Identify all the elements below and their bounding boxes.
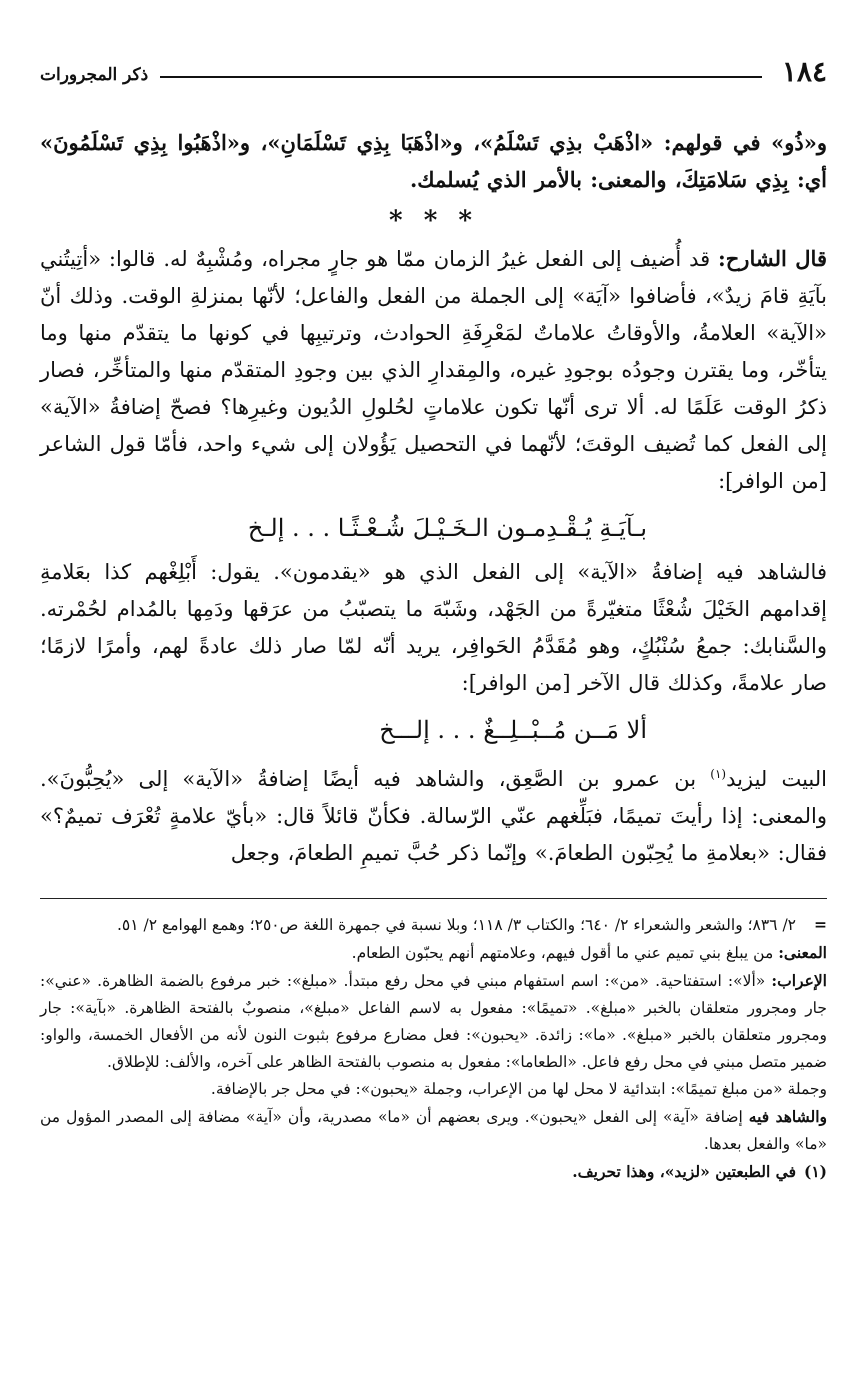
commentary-text: قد أُضيف إلى الفعل غيرُ الزمان ممّا هو جارٍ مجراه، ومُشْبِهٌ له. قالوا: «أتِيتُني بآيَةِ قامَ زيدٌ»، فأضافوا «آيَة» إلى الجملة من الفعل والفاعل؛ لأنّها بمنزلةِ الوقت. وذلك أنّ «الآية» العلامةُ، والأوقاتُ علاماتٌ لمَعْرِفَةِ الحوادث، وترتيبِها في كونها ما يتقدّم منها وما يتأخّر، وما يقترن وجودُه بوجودِ غيره، والمِقدارِ الذي بين وجودِ المتقدّم منها والمتأخِّر، فصار ذكرُ الوقت عَلَمًا له. ألا ترى أنّها تكون علاماتٍ لحُلولِ الدُيون وغيرِها؟ فصحّ إضافةُ «الآية» إلى الفعل كما تُضيف الوقتَ؛ لأنّهما في التحصيل يَؤُولان إلى شيء واحد، فأمّا قول الشاعر [من الوافر]: xyxy=(40,247,827,493)
irab-label: الإعراب: xyxy=(771,971,827,990)
footnote-irab xyxy=(40,967,827,1076)
shahid-label: والشاهد فيه xyxy=(748,1107,827,1126)
footnote-1-text: في الطبعتين «لزيد»، وهذا تحريف. xyxy=(572,1162,796,1181)
commentary-paragraph xyxy=(40,240,827,500)
attribution-paragraph xyxy=(40,756,827,872)
attribution-after: بن عمرو بن الصَّعِق، والشاهد فيه أيضًا إضافةُ «الآية» إلى «يُحِبُّونَ». والمعنى: إذا رأيتَ تميمًا، فبَلِّغهم عنّي الرّسالة. فكأنّ قائلاً قال: «بأيّ علامةٍ تُعْرَف تميمٌ؟» فقال: «بعلامةِ ما يُحِبّون الطعامَ.» وإنّما ذكر حُبَّ تميمِ الطعامَ، وجعل xyxy=(40,767,827,865)
attribution-before: البيت ليزيد xyxy=(726,767,827,791)
footnote-1-number: (١) xyxy=(803,1162,827,1181)
footnote-ref-1[interactable]: (١) xyxy=(710,767,727,781)
footnote-shahid xyxy=(40,1103,827,1158)
meaning-text: من يبلغ بني تميم عني ما أقول فيهم، وعلامتهم أنهم يحبّون الطعام. xyxy=(351,944,779,962)
footnote-jumla: وجملة «من مبلغ تميمًا»: ابتدائية لا محل لها من الإعراب، وجملة «يحبون»: في محل جر بالإضافة. xyxy=(210,1080,827,1098)
footnote-1 xyxy=(40,1158,827,1186)
verse-quote-2: ألا مَــن مُــبْــلِــغٌ . . . إلـــخ xyxy=(379,716,647,744)
footnote-continuation xyxy=(40,911,827,939)
continuation-text: ٢/ ٨٣٦؛ والشعر والشعراء ٢/ ٦٤٠؛ والكتاب ٣/ ١١٨؛ وبلا نسبة في جمهرة اللغة ص٢٥٠؛ وهمع الهوامع ٢/ ٥١. xyxy=(116,916,796,934)
page-header xyxy=(40,46,827,86)
section-separator: * * * xyxy=(389,206,478,236)
footnotes-section xyxy=(40,898,827,1186)
irab-text: «ألا»: استفتاحية. «من»: اسم استفهام مبني في محل رفع مبتدأ. «مبلغ»: خبر مرفوع بالضمة الظاهرة. «عني»: جار ومجرور متعلقان بالخبر «مبلغ». «تميمًا»: مفعول به لاسم الفاعل «مبلغ»، منصوبٌ بالفتحة الظاهرة. «بآية»: جار ومجرور متعلقان بالخبر «مبلغ». «ما»: زائدة. «يحبون»: فعل مضارع مرفوع بثبوت النون لأنه من الأفعال الخمسة، والواو: ضمير متصل مبني في محل رفع فاعل. «الطعاما»: مفعول به منصوب بالفتحة الظاهر على آخره، والألف: للإطلاق. xyxy=(40,972,827,1071)
header-rule xyxy=(160,76,762,78)
verse-quote-1: بـآيَـةِ يُـقْـدِمـون الـخَـيْـلَ شُـعْـثًـا . . . إلـخ xyxy=(247,514,647,542)
meaning-label: المعنى: xyxy=(778,943,827,962)
page-number: ١٨٤ xyxy=(781,55,827,88)
footnote-meaning xyxy=(40,939,827,967)
intro-paragraph: و«ذُو» في قولهم: «اذْهَبْ بذِي تَسْلَمُ»، و«اذْهَبَا بِذِي تَسْلَمَانِ»، و«اذْهَبُوا بِذِي تَسْلَمُونَ» أي: بِذِي سَلامَتِكَ، والمعنى: بالأمر الذي يُسلمك. xyxy=(40,130,827,192)
running-title: ذكر المجرورات xyxy=(40,65,149,85)
continuation-mark: = xyxy=(814,915,827,934)
explanation-paragraph: فالشاهد فيه إضافةُ «الآية» إلى الفعل الذي هو «يقدمون». يقول: أَبْلِغْهم كذا بعَلامةِ إقدامهم الخَيْلَ شُعْثًا متغيّرةً من الجَهْد، وشَبّهَ ما يتصبّبُ من عرَقها ودَمِها بالمُدام لحُمْرته. والسَّنابك: جمعُ سُنْبُكٍ، وهو مُقَدَّمُ الحَوافِر، يريد أنّه لمّا صار ذلك عادةً لهم، وأمرًا لازمًا؛ صار علامةً، وكذلك قال الآخر [من الوافر]: xyxy=(40,560,827,695)
commentary-lead: قال الشارح: xyxy=(718,246,827,271)
shahid-text: إضافة «آية» إلى الفعل «يحبون». ويرى بعضهم أن «ما» مصدرية، وأن «آية» مضافة إلى المصدر المؤول من «ما» والفعل بعدها. xyxy=(40,1108,827,1153)
